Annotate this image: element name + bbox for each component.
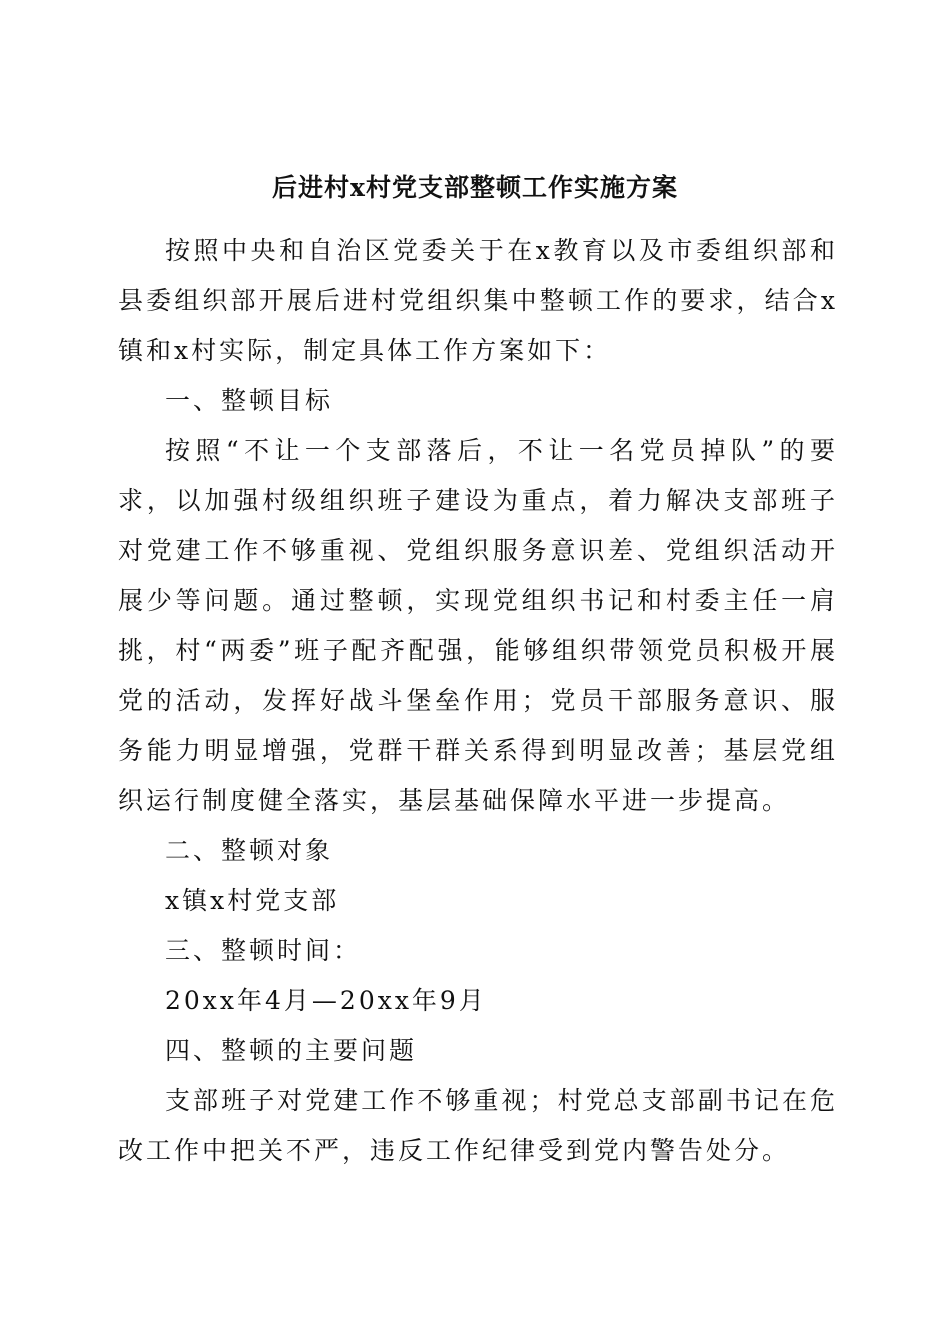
document-title: 后进村x村党支部整顿工作实施方案	[272, 173, 678, 202]
section-body-problems: 支部班子对党建工作不够重视；村党总支部副书记在危改工作中把关不严，违反工作纪律受到党内警告处分。	[118, 1086, 838, 1165]
section-body-target: x镇x村党支部	[165, 886, 340, 915]
section-heading-target: 二、整顿对象	[165, 836, 334, 865]
section-heading-problems: 四、整顿的主要问题	[165, 1036, 418, 1065]
section-heading-goal: 一、整顿目标	[165, 386, 334, 415]
section-body-goal: 按照“不让一个支部落后，不让一名党员掉队”的要求，以加强村级组织班子建设为重点，着力解决支部班子对党建工作不够重视、党组织服务意识差、党组织活动开展少等问题。通过整顿，实现党组织书记和村委主任一肩挑，村“两委”班子配齐配强，能够组织带领党员积极开展党的活动，发挥好战斗堡垒作用；党员干部服务意识、服务能力明显增强，党群干群关系得到明显改善；基层党组织运行制度健全落实，基层基础保障水平进一步提高。	[118, 436, 838, 815]
document-body	[118, 226, 838, 1176]
intro-paragraph: 按照中央和自治区党委关于在x教育以及市委组织部和县委组织部开展后进村党组织集中整顿工作的要求，结合x镇和x村实际，制定具体工作方案如下：	[118, 236, 838, 365]
section-body-time: 20xx年4月—20xx年9月	[165, 986, 487, 1015]
section-heading-time: 三、整顿时间：	[165, 936, 362, 965]
